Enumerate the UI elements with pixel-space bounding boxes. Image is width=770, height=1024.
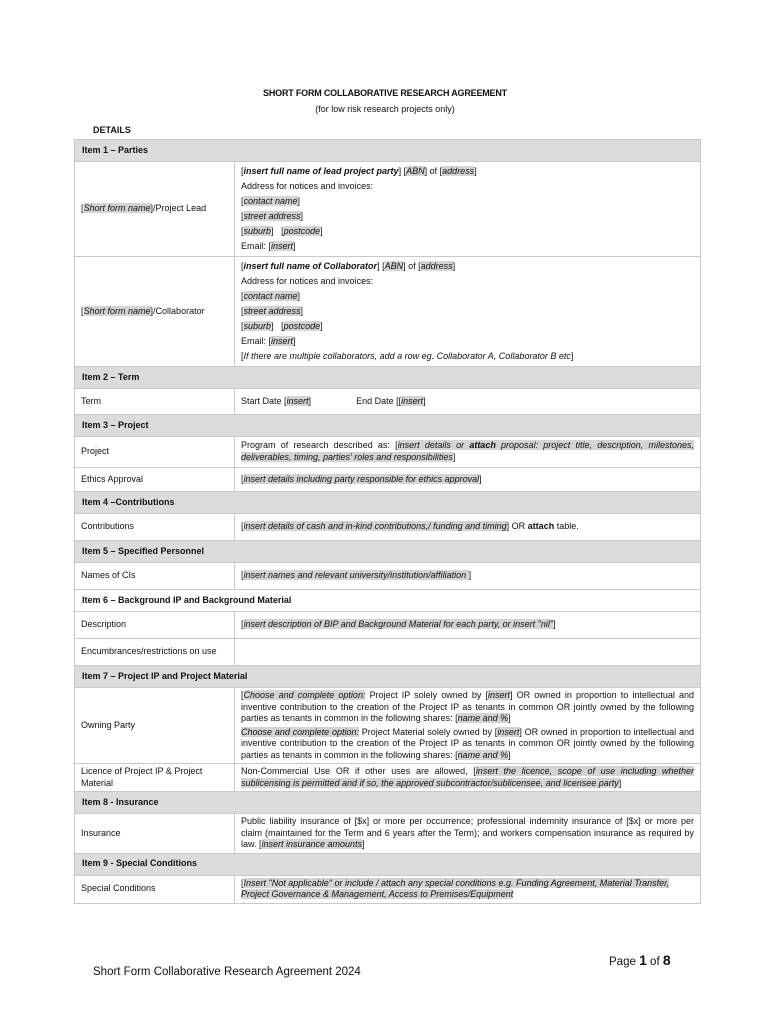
- row-project-lead: [75, 162, 701, 257]
- label-names-of-cis: Names of CIs: [75, 563, 235, 590]
- item-6-header: Item 6 – Background IP and Background Material: [75, 590, 701, 612]
- value-names-of-cis: [insert names and relevant university/institution/affiliation ]: [235, 563, 701, 590]
- row-special-conditions: [75, 875, 701, 903]
- value-special-conditions: [Insert "Not applicable" or include / attach any special conditions e.g. Funding Agreement, Material Transfer, Project Governance & Management, Access to Premises/Equipment: [235, 875, 701, 903]
- label-description: Description: [75, 612, 235, 639]
- footer-document-name: Short Form Collaborative Research Agreement 2024: [93, 966, 361, 978]
- label-licence: Licence of Project IP & Project Material: [75, 764, 235, 792]
- row-contributions: [75, 514, 701, 541]
- item-5-header: Item 5 – Specified Personnel: [75, 541, 701, 563]
- value-contributions: [insert details of cash and in-kind contributions,/ funding and timing] OR attach table.: [235, 514, 701, 541]
- details-table: [74, 139, 701, 904]
- document-title: SHORT FORM COLLABORATIVE RESEARCH AGREEMENT: [263, 88, 507, 98]
- row-description: [75, 612, 701, 639]
- value-ethics-approval: [insert details including party responsible for ethics approval]: [235, 468, 701, 492]
- item-4-header: Item 4 –Contributions: [75, 492, 701, 514]
- value-collaborator: [insert full name of Collaborator] [ABN] of [address] Address for notices and invoices: [contact name] [street address] [suburb] [postcode] Email: [insert] [If there are multiple collaborators, add a row eg. Collaborator A, Collaborator B etc]: [235, 257, 701, 367]
- value-encumbrances: [235, 639, 701, 666]
- item-2-header: Item 2 – Term: [75, 367, 701, 389]
- value-owning-party: [Choose and complete option: Project IP solely owned by [insert] OR owned in proportion to intellectual and inventive contribution to the creation of the Project IP as tenants in common OR jointly owned by the following parties as tenants in common in the following shares: [name and %] Choose and complete option: Project Material solely owned by [insert] OR owned in proportion to intellectual and inventive contribution to the creation of the Project IP as tenants in common OR jointly owned by the following parties as tenants in common in the following shares: [name and %]: [235, 688, 701, 764]
- row-ethics-approval: [75, 468, 701, 492]
- item-8-header: Item 8 - Insurance: [75, 792, 701, 814]
- label-owning-party: Owning Party: [75, 688, 235, 764]
- item-7-header: Item 7 – Project IP and Project Material: [75, 666, 701, 688]
- label-encumbrances: Encumbrances/restrictions on use: [75, 639, 235, 666]
- label-contributions: Contributions: [75, 514, 235, 541]
- row-project: [75, 437, 701, 468]
- value-project-lead: [insert full name of lead project party] [ABN] of [address] Address for notices and invoices: [contact name] [street address] [suburb] [postcode] Email: [insert]: [235, 162, 701, 257]
- value-licence: Non-Commercial Use OR if other uses are allowed, [insert the licence, scope of use including whether sublicensing is permitted and if so, the approved subcontractor/sublicensee, and licensee party]: [235, 764, 701, 792]
- details-heading: DETAILS: [93, 125, 131, 135]
- value-term: Start Date [insert] End Date [[insert]: [235, 389, 701, 415]
- value-insurance: Public liability insurance of [$x] or more per occurrence; professional indemnity insurance of [$x] or more per claim (maintained for the Term and 6 years after the Term); and workers compensation insurance as required by law. [insert insurance amounts]: [235, 814, 701, 854]
- label-collaborator: [Short form name]/Collaborator: [75, 257, 235, 367]
- row-encumbrances: [75, 639, 701, 666]
- row-insurance: [75, 814, 701, 854]
- document-subtitle: (for low risk research projects only): [315, 104, 455, 114]
- label-special-conditions: Special Conditions: [75, 875, 235, 903]
- page-number: Page 1 of 8: [609, 952, 671, 968]
- label-ethics-approval: Ethics Approval: [75, 468, 235, 492]
- row-licence: [75, 764, 701, 792]
- label-project: Project: [75, 437, 235, 468]
- item-1-header: Item 1 – Parties: [75, 140, 701, 162]
- row-owning-party: [75, 688, 701, 764]
- row-term: [75, 389, 701, 415]
- row-names-of-cis: [75, 563, 701, 590]
- row-collaborator: [75, 257, 701, 367]
- item-9-header: Item 9 - Special Conditions: [75, 853, 701, 875]
- label-insurance: Insurance: [75, 814, 235, 854]
- value-description: [insert description of BIP and Background Material for each party, or insert "nil"]: [235, 612, 701, 639]
- label-project-lead: [Short form name]/Project Lead: [75, 162, 235, 257]
- label-term: Term: [75, 389, 235, 415]
- item-3-header: Item 3 – Project: [75, 415, 701, 437]
- value-project: Program of research described as: [insert details or attach proposal: project title, description, milestones, deliverables, timing, parties' roles and responsibilities]: [235, 437, 701, 468]
